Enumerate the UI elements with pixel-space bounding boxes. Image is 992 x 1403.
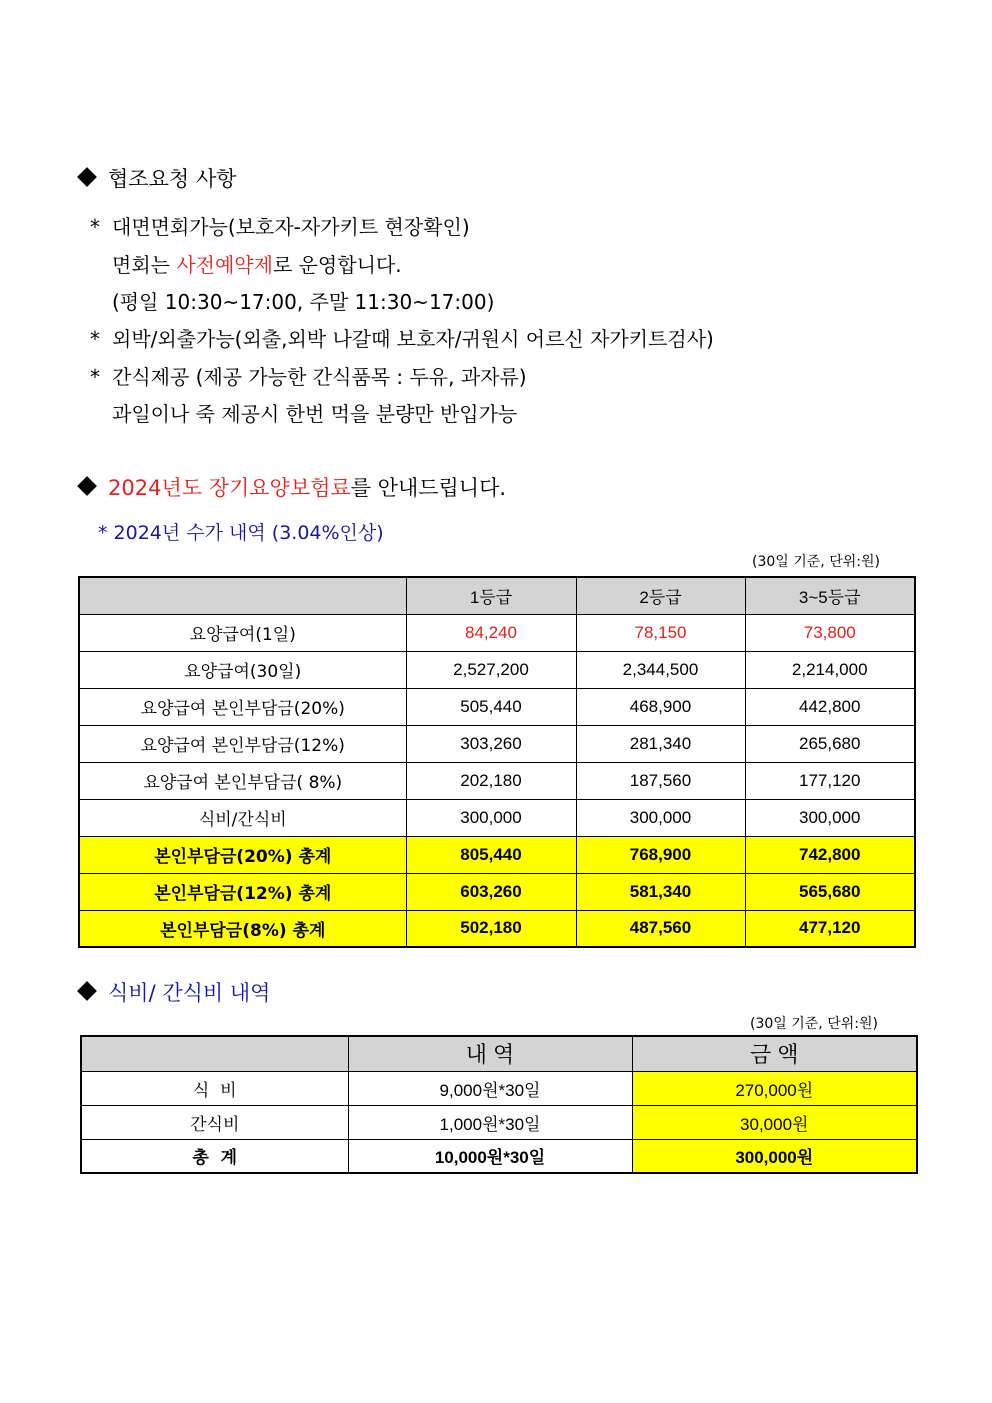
- section1-title: 협조요청 사항: [80, 163, 236, 193]
- table-row: 간식비 1,000원*30일 30,000원: [81, 1105, 917, 1139]
- notice-line-2: 면회는 사전예약제로 운영합니다.: [112, 253, 402, 277]
- total-row: 본인부담금(12%) 총계 603,260 581,340 565,680: [79, 873, 915, 910]
- notice-line-3: (평일 10:30~17:00, 주말 11:30~17:00): [112, 290, 495, 314]
- total-row: 본인부담금(20%) 총계 805,440 768,900 742,800: [79, 836, 915, 873]
- total-row: 본인부담금(8%) 총계 502,180 487,560 477,120: [79, 910, 915, 947]
- fee-table: [78, 576, 916, 948]
- table-row: 요양급여 본인부담금( 8%) 202,180 187,560 177,120: [79, 762, 915, 799]
- section2-subtitle: * 2024년 수가 내역 (3.04%인상): [98, 522, 384, 544]
- diamond-bullet-icon: [77, 981, 97, 1001]
- table-row: 요양급여(1일) 84,240 78,150 73,800: [79, 614, 915, 651]
- reservation-highlight: 사전예약제: [176, 253, 273, 277]
- table-row: 식 비 9,000원*30일 270,000원: [81, 1071, 917, 1105]
- section3-unit-note: (30일 기준, 단위:원): [750, 1016, 878, 1032]
- header-cell: [79, 577, 406, 614]
- diamond-bullet-icon: [77, 476, 97, 496]
- meal-table-header: 내 역 금 액: [81, 1036, 917, 1071]
- fee-table-header: [79, 577, 915, 614]
- meal-table: [80, 1035, 918, 1174]
- table-row: 요양급여(30일) 2,527,200 2,344,500 2,214,000: [79, 651, 915, 688]
- section2-title: 2024년도 장기요양보험료를 안내드립니다.: [80, 472, 506, 502]
- notice-line-6: 과일이나 죽 제공시 한번 먹을 분량만 반입가능: [112, 402, 518, 426]
- section3-title: 식비/ 간식비 내역: [80, 977, 270, 1007]
- diamond-bullet-icon: [77, 167, 97, 187]
- table-row: 요양급여 본인부담금(12%) 303,260 281,340 265,680: [79, 725, 915, 762]
- notice-line-1: * 대면면회가능(보호자-자가키트 현장확인): [90, 215, 470, 239]
- header-cell: 1등급: [406, 577, 576, 614]
- notice-line-4: * 외박/외출가능(외출,외박 나갈때 보호자/귀원시 어르신 자가키트검사): [90, 327, 714, 351]
- total-row: 총 계 10,000원*30일 300,000원: [81, 1139, 917, 1173]
- section2-unit-note: (30일 기준, 단위:원): [752, 554, 880, 570]
- notice-line-5: * 간식제공 (제공 가능한 간식품목 : 두유, 과자류): [90, 365, 527, 389]
- table-row: 요양급여 본인부담금(20%) 505,440 468,900 442,800: [79, 688, 915, 725]
- header-cell: 2등급: [576, 577, 745, 614]
- header-cell: 3~5등급: [745, 577, 915, 614]
- table-row: 식비/간식비 300,000 300,000 300,000: [79, 799, 915, 836]
